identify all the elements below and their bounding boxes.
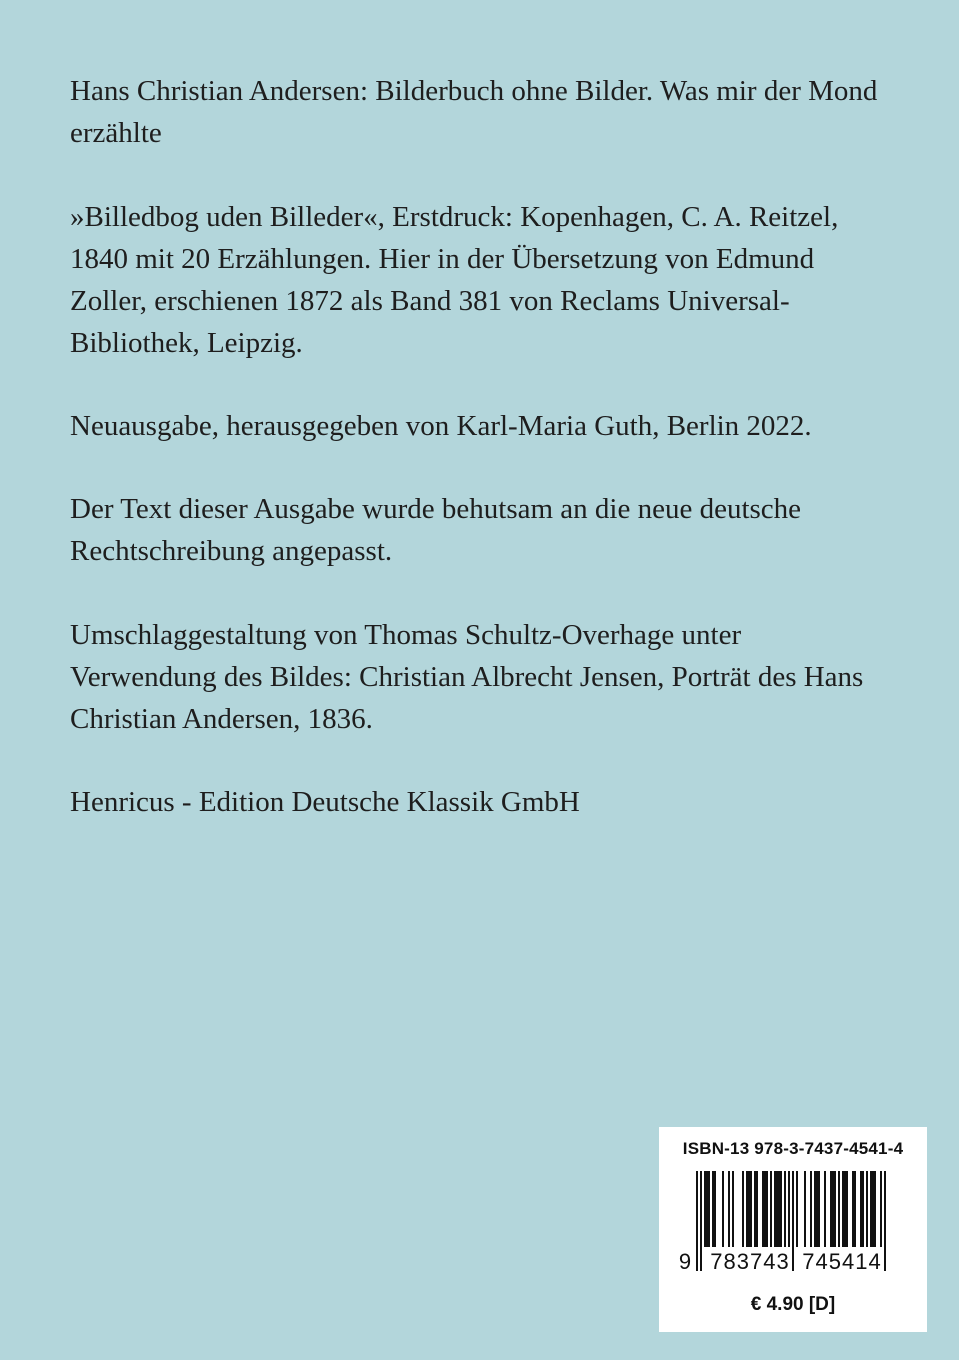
barcode-bar — [732, 1171, 734, 1247]
barcode-bar — [844, 1171, 846, 1247]
barcode-bar — [852, 1171, 854, 1247]
barcode-bar — [764, 1171, 766, 1247]
barcode-bar — [846, 1171, 848, 1247]
isbn-label: ISBN-13 978-3-7437-4541-4 — [682, 1139, 904, 1158]
barcode-bar — [824, 1171, 826, 1247]
original-edition-note: »Billedbog uden Billeder«, Erstdruck: Kopenhagen, C. A. Reitzel, 1840 mit 20 Erzählungen. Hier in der Übersetzung von Edmund Zoller, erschienen 1872 als Band 381 von Reclams Universal-Bibliothek, Leipzig. — [70, 201, 839, 359]
barcode-bar — [774, 1171, 776, 1247]
barcode-bar — [708, 1171, 710, 1247]
barcode-bar — [748, 1171, 750, 1247]
barcode-bar — [742, 1171, 744, 1247]
barcode-bar — [728, 1171, 730, 1247]
barcode-bar — [838, 1171, 840, 1247]
barcode-bar — [778, 1171, 780, 1247]
barcode-bar — [776, 1171, 778, 1247]
barcode-bar — [784, 1171, 786, 1247]
barcode-bar — [780, 1171, 782, 1247]
barcode-guard-bar — [696, 1171, 698, 1271]
barcode-bar — [762, 1171, 764, 1247]
price-label: € 4.90 [D] — [750, 1294, 836, 1315]
barcode-bar — [854, 1171, 856, 1247]
barcode-bar — [706, 1171, 708, 1247]
title-line: Hans Christian Andersen: Bilderbuch ohne Bilder. Was mir der Mond erzählte — [70, 75, 878, 149]
barcode-bar — [756, 1171, 758, 1247]
barcode-bar — [810, 1171, 812, 1247]
barcode-bar — [746, 1171, 748, 1247]
barcode-bar — [832, 1171, 834, 1247]
barcode-bar — [818, 1171, 820, 1247]
barcode-bar — [866, 1171, 868, 1247]
barcode-bar — [796, 1171, 798, 1247]
cover-design-credit: Umschlaggestaltung von Thomas Schultz-Overhage unter Verwendung des Bildes: Christian Albrecht Jensen, Porträt des Hans Christian Andersen, 1836. — [70, 619, 864, 735]
barcode-bar — [874, 1171, 876, 1247]
barcode-guard-bar — [884, 1171, 886, 1271]
barcode-bar — [754, 1171, 756, 1247]
barcode-bar — [714, 1171, 716, 1247]
barcode-bar — [766, 1171, 768, 1247]
barcode-box — [659, 1127, 927, 1332]
barcode-bar — [712, 1171, 714, 1247]
barcode-bar — [770, 1171, 772, 1247]
barcode-bar — [834, 1171, 836, 1247]
new-edition-note: Neuausgabe, herausgegeben von Karl-Maria Guth, Berlin 2022. — [70, 410, 812, 442]
barcode-bar — [814, 1171, 816, 1247]
barcode-right-digits: 745414 — [802, 1249, 882, 1274]
barcode-guard-bar — [700, 1171, 702, 1271]
barcode-bar — [816, 1171, 818, 1247]
barcode-bar — [804, 1171, 806, 1247]
publisher-name: Henricus - Edition Deutsche Klassik GmbH — [70, 786, 580, 818]
barcode-bar — [862, 1171, 864, 1247]
barcode-bar — [842, 1171, 844, 1247]
barcode-bar — [750, 1171, 752, 1247]
barcode-bar — [870, 1171, 872, 1247]
barcode-bar — [860, 1171, 862, 1247]
barcode-first-digit: 9 — [679, 1249, 692, 1274]
orthography-note: Der Text dieser Ausgabe wurde behutsam an die neue deutsche Rechtschreibung angepasst. — [70, 493, 802, 567]
barcode-graphic — [679, 1171, 907, 1277]
barcode-bar — [704, 1171, 706, 1247]
barcode-bar — [872, 1171, 874, 1247]
barcode-bar — [722, 1171, 724, 1247]
barcode-left-digits: 783743 — [710, 1249, 790, 1274]
barcode-guard-bar — [792, 1171, 794, 1271]
barcode-bar — [830, 1171, 832, 1247]
